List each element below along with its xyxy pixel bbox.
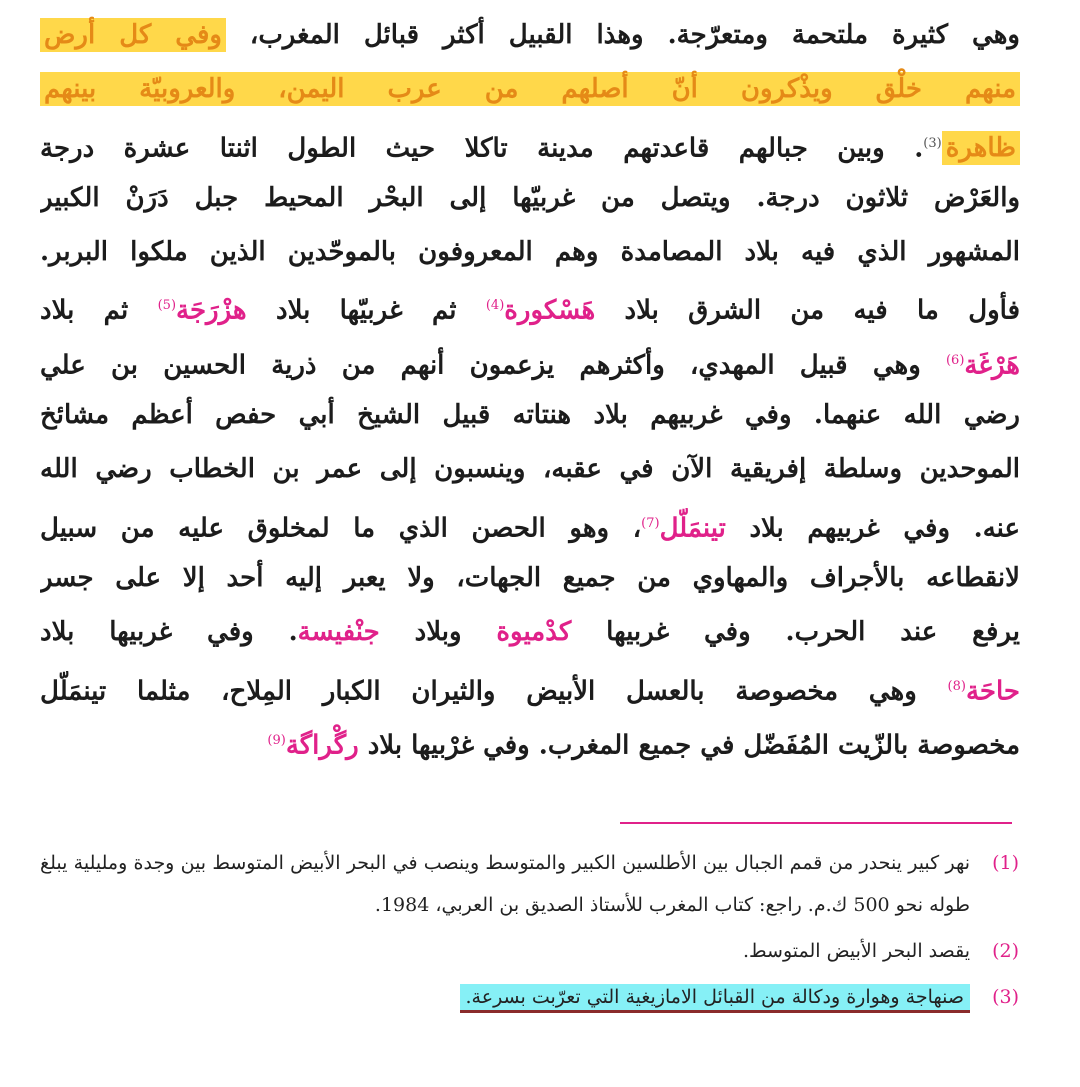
highlighted-text: وفي كل أرض: [40, 18, 226, 52]
text-segment: . وبين جبالهم قاعدتهم مدينة تاكلا حيث الطول اثنتا عشرة درجة: [40, 133, 924, 164]
place-name: هزْرَجَة: [176, 296, 247, 327]
text-line: [40, 605, 1020, 659]
footnote: [40, 976, 1025, 1018]
text-segment: عنه. وفي غربيهم بلاد: [725, 513, 1020, 544]
text-segment: ثم غربيّها بلاد: [246, 296, 486, 327]
footnote-separator: [620, 822, 1012, 824]
place-name: حاحَة: [965, 676, 1020, 707]
text-segment: فأول ما فيه من الشرق بلاد: [595, 296, 1020, 327]
place-name: تينمَلّل: [659, 513, 726, 544]
footnote-text-container: [40, 976, 970, 1018]
text-segment: وهي مخصوصة بالعسل الأبيض والثيران الكبار المِلاح، مثلما تينمَلّل: [40, 676, 948, 707]
text-line: [40, 117, 1020, 171]
footnote-reference: (3): [923, 135, 942, 151]
text-segment: ثم بلاد: [40, 296, 158, 327]
footnote-reference: (4): [485, 298, 505, 314]
footnote-text: يقصد البحر الأبيض المتوسط.: [742, 940, 970, 962]
main-text: [40, 8, 1020, 768]
text-segment: مخصوصة بالزّيت المُفَضّل في جميع المغرب. وفي غرْبيها بلاد: [358, 730, 1020, 761]
text-line: [40, 497, 1020, 551]
highlighted-text: ظاهرة: [942, 131, 1020, 165]
place-name: هَسْكورة: [504, 296, 596, 327]
text-segment: وهي قبيل المهدي، وأكثرهم يزعمون أنهم من ذرية الحسين بن علي: [40, 350, 946, 381]
text-line: [40, 551, 1020, 605]
place-name: كدْميوة: [496, 617, 572, 648]
text-segment: رضي الله عنهما. وفي غربيهم بلاد هنتاته قبيل الشيخ أبي حفص أعظم مشائخ: [40, 400, 1020, 431]
text-segment: وبلاد: [379, 617, 497, 648]
highlighted-text: منهم خلْق ويذْكرون أنّ أصلهم من عرب اليمن، والعروبيّة بينهم: [40, 72, 1020, 106]
footnote: [40, 930, 1025, 972]
text-line: [40, 225, 1020, 279]
footnote-reference: (9): [267, 732, 286, 748]
text-segment: يرفع عند الحرب. وفي غربيها: [571, 617, 1020, 648]
footnote-number: (3): [992, 986, 1019, 1008]
text-segment: والعَرْض ثلاثون درجة. ويتصل من غربيّها إلى البحْر المحيط جبل دَرَنْ الكبير: [40, 182, 1020, 213]
footnote-text: نهر كبير ينحدر من قمم الجبال بين الأطلسين الكبير والمتوسط وينصب في البحر الأبيض المتوسط بين وجدة ومليلية يبلغ طوله نحو 500 ك.م. راجع: كتاب المغرب للأستاذ الصديق بن العربي، 1984.: [40, 852, 970, 916]
text-segment: لانقطاعه بالأجراف والمهاوي من جميع الجهات، ولا يعبر إليه أحد إلا على جسر: [40, 562, 1020, 593]
text-line: [40, 442, 1020, 496]
text-line: [40, 388, 1020, 442]
text-segment: . وفي غربيها بلاد: [40, 617, 298, 648]
text-line: [40, 660, 1020, 714]
place-name: هَرْغَة: [964, 350, 1020, 381]
footnote-number: (2): [992, 940, 1019, 962]
footnote-number: (1): [992, 852, 1019, 874]
text-line: [40, 334, 1020, 388]
text-line: [40, 279, 1020, 333]
footnote-text-container: [40, 930, 970, 972]
text-line: [40, 714, 1020, 768]
text-line: [40, 8, 1020, 62]
footnote-reference: (8): [947, 678, 966, 694]
footnote-reference: (6): [945, 352, 965, 368]
place-name: رگْراگة: [285, 730, 359, 761]
footnotes: [40, 842, 1025, 1022]
text-segment: ، وهو الحصن الذي ما لمخلوق عليه من سبيل: [40, 513, 642, 544]
place-name: جنْفيسة: [297, 617, 380, 648]
text-segment: المشهور الذي فيه بلاد المصامدة وهم المعروفون بالموحّدين الذين ملكوا البربر.: [40, 237, 1020, 268]
footnote-reference: (7): [641, 515, 660, 531]
footnote: [40, 842, 1025, 926]
text-segment: وهي كثيرة ملتحمة ومتعرّجة. وهذا القبيل أكثر قبائل المغرب،: [225, 20, 1020, 50]
footnote-reference: (5): [157, 298, 177, 314]
footnote-text-container: [40, 842, 970, 926]
text-line: [40, 62, 1020, 116]
text-line: [40, 171, 1020, 225]
footnote-text: صنهاجة وهوارة ودكالة من القبائل الامازيغية التي تعرّبت بسرعة.: [460, 984, 970, 1013]
text-segment: الموحدين وسلطة إفريقية الآن في عقبه، وينسبون إلى عمر بن الخطاب رضي الله: [40, 454, 1020, 485]
